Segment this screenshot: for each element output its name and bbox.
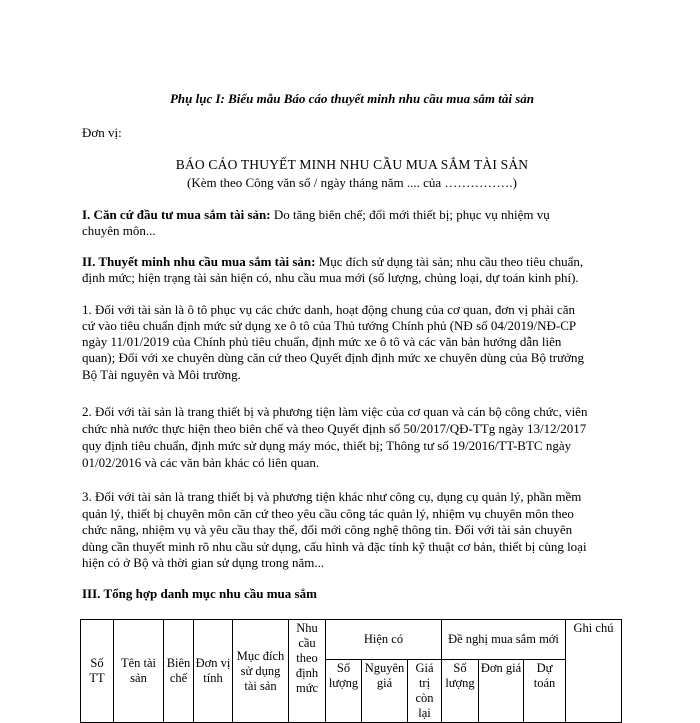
- para3-line: chức năng, nhiệm vụ và yêu cầu thay thế, đổi mới công nghệ thông tin. Đối với tài sản chuyên: [82, 522, 573, 537]
- header-proposed-quantity: Số lượng: [442, 660, 479, 723]
- para3-line: 3. Đối với tài sản là trang thiết bị và phương tiện khác như công cụ, dụng cụ quản lý, phần mềm: [82, 489, 582, 504]
- para2-line: 2. Đối với tài sản là trang thiết bị và phương tiện làm việc của cơ quan và cán bộ công chức, viên: [82, 404, 588, 419]
- report-title: BÁO CÁO THUYẾT MINH NHU CẦU MUA SẮM TÀI SẢN: [175, 157, 529, 172]
- header-stt: Số TT: [81, 620, 114, 723]
- header-need: Nhu cầu theo định mức: [289, 620, 326, 723]
- asset-needs-table: [80, 619, 622, 723]
- para1-line: Bộ Tài nguyên và Môi trường.: [82, 367, 241, 382]
- header-current-group: Hiện có: [326, 620, 442, 660]
- header-staff: Biên chế: [164, 620, 194, 723]
- section2-line2: định mức; hiện trạng tài sản hiện có, nhu cầu mua mới (số lượng, chủng loại, dự toán kinh phí).: [82, 270, 579, 285]
- header-purpose: Mục đích sử dụng tài sản: [233, 620, 289, 723]
- para1-line: 1. Đối với tài sản là ô tô phục vụ các chức danh, hoạt động chung của cơ quan, đơn vị phải căn: [82, 302, 576, 317]
- section2-text: Mục đích sử dụng tài sản; nhu cầu theo tiêu chuẩn,: [315, 254, 584, 269]
- para1-line: ngày 11/01/2019 của Chính phủ tiêu chuẩn, định mức xe ô tô và các văn bản hướng dẫn liên: [82, 334, 562, 349]
- appendix-title: Phụ lục I: Biểu mẫu Báo cáo thuyết minh nhu cầu mua sắm tài sản: [169, 91, 535, 106]
- section1-line1: [82, 206, 622, 223]
- para1-line: quan); Đối với xe chuyên dùng căn cứ theo Quyết định định mức xe chuyên dùng của Bộ trưởng: [82, 350, 585, 365]
- header-proposed-group: Đề nghị mua sắm mới: [442, 620, 566, 660]
- header-current-residual-value: Giá trị còn lại: [408, 660, 442, 723]
- para2-line: 01/02/2016 và các văn bản khác có liên quan.: [82, 455, 320, 470]
- header-unit: Đơn vị tính: [194, 620, 233, 723]
- unit-label: Đơn vị:: [82, 125, 122, 140]
- section1-line2: chuyên môn...: [82, 223, 156, 238]
- header-proposed-unit-price: Đơn giá: [479, 660, 524, 723]
- section2-line1: [82, 253, 622, 270]
- header-asset-name: Tên tài sản: [114, 620, 164, 723]
- header-notes: Ghi chú: [566, 620, 622, 723]
- para2-line: chức nhà nước thực hiện theo biên chế và theo Quyết định số 50/2017/QĐ-TTg ngày 13/12/2017: [82, 421, 587, 436]
- report-subtitle: (Kèm theo Công văn số / ngày tháng năm .... của …………….): [187, 175, 517, 190]
- section1-text: Do tăng biên chế; đổi mới thiết bị; phục vụ nhiệm vụ: [270, 207, 550, 222]
- section1-heading: I. Căn cứ đầu tư mua sắm tài sản:: [82, 207, 271, 222]
- para2-line: quy định tiêu chuẩn, định mức sử dụng máy móc, thiết bị; Thông tư số 19/2016/TT-BTC ngày: [82, 438, 572, 453]
- para1-line: cứ vào tiêu chuẩn định mức sử dụng xe ô tô của Thủ tướng Chính phủ (NĐ số 04/2019/NĐ-CP: [82, 318, 577, 333]
- para3-line: dùng cần thuyết minh rõ nhu cầu sử dụng, cấu hình và đặc tính kỹ thuật cơ bản, thiết bị cùng loại: [82, 539, 587, 554]
- header-proposed-estimate: Dự toán: [524, 660, 566, 723]
- para3-line: quản lý, thiết bị chuyên môn căn cứ theo yêu cầu công tác quản lý, nhiệm vụ chuyên môn theo: [82, 506, 574, 521]
- section3-heading: III. Tổng hợp danh mục nhu cầu mua sắm: [82, 586, 317, 601]
- para3-line: hiện có ở Bộ và thời gian sử dụng trong năm...: [82, 555, 325, 570]
- header-current-quantity: Số lượng: [326, 660, 362, 723]
- section2-heading: II. Thuyết minh nhu cầu mua sắm tài sản:: [82, 254, 316, 269]
- header-current-original-price: Nguyên giá: [362, 660, 408, 723]
